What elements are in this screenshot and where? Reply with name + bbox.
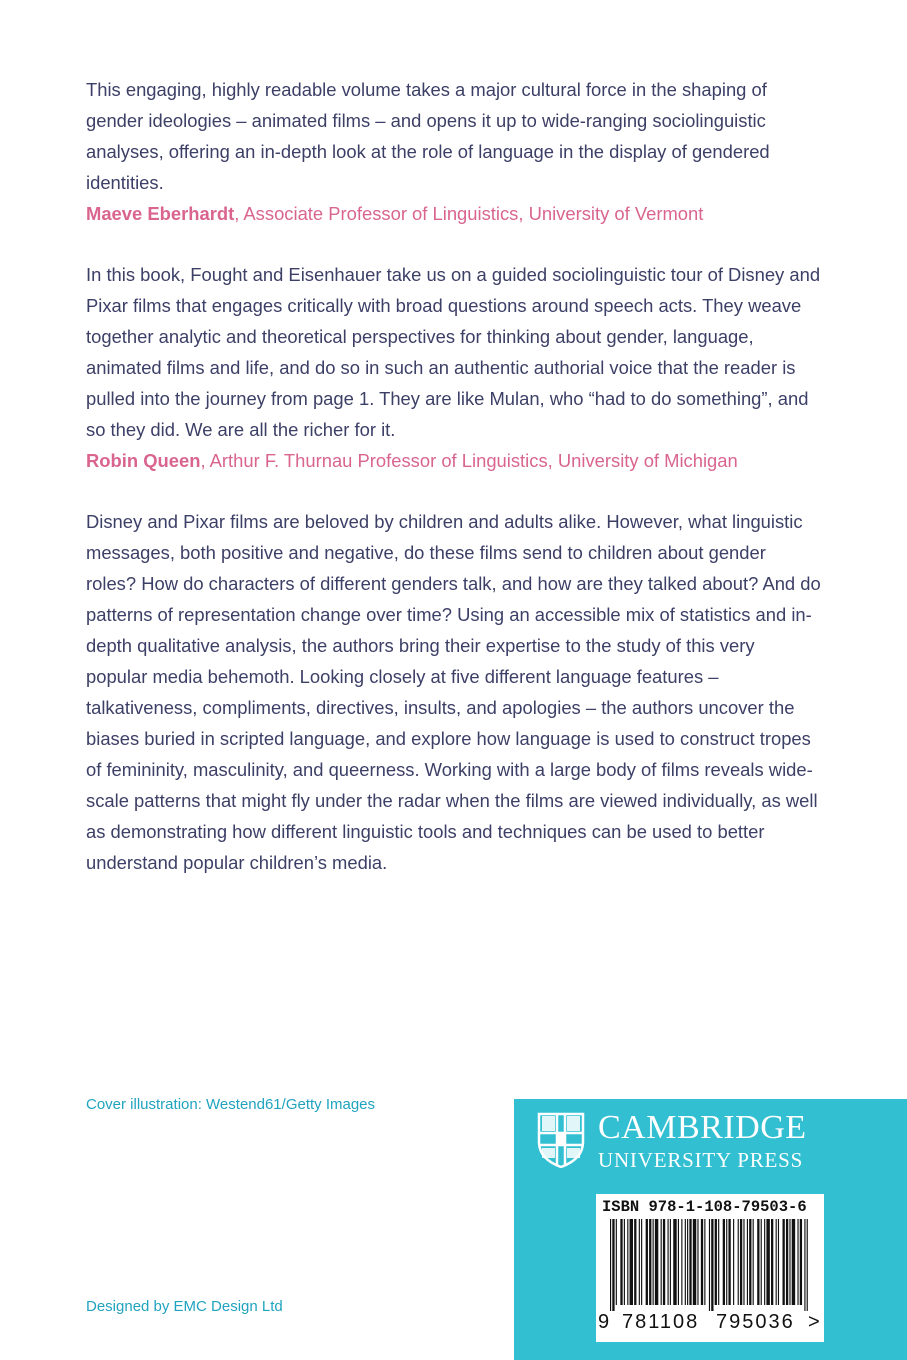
barcode-bar <box>646 1219 648 1305</box>
barcode-bar <box>753 1219 754 1305</box>
barcode-bar <box>749 1219 751 1305</box>
barcode-bar <box>661 1219 662 1305</box>
endorsement-attribution <box>86 445 821 476</box>
endorser-name: Maeve Eberhardt <box>86 203 235 224</box>
barcode-bar <box>655 1219 658 1305</box>
barcode-bar <box>697 1219 698 1305</box>
barcode-bar <box>639 1219 640 1305</box>
barcode-bar <box>612 1219 614 1311</box>
isbn-label: ISBN 978-1-108-79503-6 <box>602 1198 807 1216</box>
barcode-bar <box>733 1219 734 1305</box>
cambridge-crest-icon <box>537 1112 585 1168</box>
barcode-digit-group-1: 781108 <box>622 1311 700 1333</box>
isbn-barcode <box>596 1194 824 1342</box>
endorsement-1 <box>86 74 821 229</box>
barcode-bar <box>728 1219 730 1305</box>
barcode-bar <box>764 1219 765 1305</box>
barcode-bar <box>641 1219 642 1305</box>
barcode-bar <box>624 1219 625 1305</box>
barcode-bar <box>685 1219 686 1305</box>
barcode-bar <box>783 1219 785 1305</box>
barcode-bar <box>711 1219 713 1311</box>
barcode-bar <box>653 1219 654 1305</box>
description-text: Disney and Pixar films are beloved by children and adults alike. However, what linguistic messages, both positive and negative, do these films send to children about gender roles? How do characters of different genders talk, and how are they talked about? And do patterns of representation change over time? Using an accessible mix of statistics and in-depth qualitative analysis, the authors bring their expertise to the study of this very popular media behemoth. Looking closely at five different language features – talkativeness, compliments, directives, insults, and apologies – the authors uncover the biases buried in scripted language, and explore how language is used to construct tropes of femininity, masculinity, and queerness. Working with a large body of films reveals wide-scale patterns that might fly under the radar when the films are viewed individually, as well as demonstrating how different linguistic tools and techniques can be used to better understand popular children’s media. <box>86 511 821 873</box>
barcode-bar <box>649 1219 651 1305</box>
barcode-bar <box>709 1219 710 1311</box>
barcode-bar <box>776 1219 777 1305</box>
barcode-bar <box>687 1219 688 1305</box>
barcode-bar <box>693 1219 696 1305</box>
publisher-name <box>598 1111 807 1171</box>
barcode-bar <box>797 1219 798 1305</box>
barcode-bar <box>620 1219 622 1305</box>
barcode-bar <box>681 1219 682 1305</box>
barcode-bar <box>726 1219 727 1305</box>
endorsement-attribution <box>86 198 821 229</box>
barcode-bar <box>761 1219 762 1305</box>
endorser-affiliation: , Arthur F. Thurnau Professor of Linguistics, University of Michigan <box>200 450 738 471</box>
endorser-affiliation: , Associate Professor of Linguistics, University of Vermont <box>234 203 704 224</box>
barcode-bar <box>789 1219 790 1305</box>
barcode-bar <box>723 1219 725 1305</box>
barcode-bar <box>668 1219 669 1305</box>
barcode-bar <box>757 1219 759 1305</box>
barcode-bar <box>718 1219 719 1305</box>
book-description <box>86 506 821 878</box>
designer-credit: Designed by EMC Design Ltd <box>86 1298 283 1315</box>
barcode-bar <box>634 1219 636 1305</box>
barcode-bar <box>807 1219 808 1311</box>
barcode-bar <box>701 1219 703 1305</box>
barcode-bar <box>778 1219 779 1305</box>
barcode-bar <box>771 1219 773 1305</box>
barcode-bar <box>766 1219 769 1305</box>
barcode-bar <box>689 1219 691 1305</box>
barcode-bar <box>663 1219 665 1305</box>
barcode-arrow: > <box>808 1311 820 1333</box>
publisher-line-1: CAMBRIDGE <box>598 1109 807 1146</box>
barcode-bar <box>740 1219 742 1305</box>
barcode-bars <box>610 1219 810 1311</box>
barcode-bar <box>704 1219 705 1305</box>
barcode-bar <box>738 1219 739 1305</box>
endorsement-quote: This engaging, highly readable volume takes a major cultural force in the shaping of gender ideologies – animated films – and opens it up to wide-ranging sociolinguistic analyses, offering an in-depth look at the role of language in the display of gendered identities. <box>86 79 770 193</box>
publisher-line-2: UNIVERSITY PRESS <box>598 1148 804 1172</box>
barcode-bar <box>670 1219 671 1305</box>
barcode-bar <box>715 1219 717 1305</box>
barcode-bar <box>804 1219 805 1311</box>
barcode-bar <box>616 1219 617 1305</box>
publisher-panel <box>514 1099 907 1360</box>
barcode-bar <box>627 1219 628 1305</box>
barcode-bar <box>743 1219 744 1305</box>
barcode-bar <box>800 1219 802 1305</box>
barcode-bar <box>792 1219 795 1305</box>
barcode-bar <box>610 1219 611 1311</box>
barcode-bar <box>673 1219 676 1305</box>
cover-illustration-credit: Cover illustration: Westend61/Getty Images <box>86 1096 376 1113</box>
barcode-digit-group-2: 795036 <box>716 1311 795 1333</box>
barcode-bar <box>678 1219 679 1305</box>
barcode-bar <box>786 1219 788 1305</box>
endorsement-2 <box>86 259 821 476</box>
barcode-bar <box>747 1219 748 1305</box>
barcode-first-digit: 9 <box>598 1311 610 1333</box>
endorser-name: Robin Queen <box>86 450 201 471</box>
endorsement-quote: In this book, Fought and Eisenhauer take us on a guided sociolinguistic tour of Disney and Pixar films that engages critically with broad questions around speech acts. They weave together analytic and theoretical perspectives for thinking about gender, language, animated films and life, and do so in such an authentic authorial voice that the reader is pulled into the journey from page 1. They are like Mulan, who “had to do something”, and so they did. We are all the richer for it. <box>86 264 821 440</box>
barcode-bar <box>630 1219 633 1305</box>
